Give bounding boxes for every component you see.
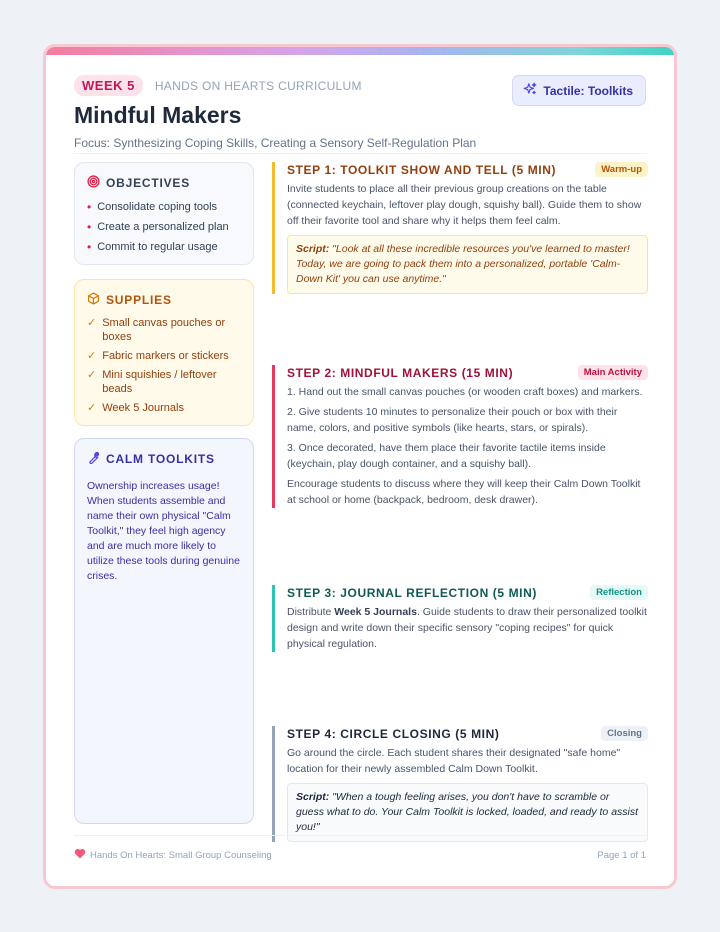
check-icon: ✓ [87,402,97,414]
footer-left-text: Hands On Hearts: Small Group Counseling [90,849,272,861]
step-4-script [287,783,648,842]
script-label: Script: [296,243,330,255]
supplies-list [87,316,241,415]
step-1-tag: Warm-up [595,162,648,177]
step-2-text-1: 1. Hand out the small canvas pouches (or wooden craft boxes) and markers. [287,386,643,398]
week-badge: WEEK 5 [74,75,143,96]
page-number: Page 1 of 1 [597,849,646,861]
tactile-badge [512,75,646,106]
step-2-title: STEP 2: MINDFUL MAKERS (15 MIN) [287,365,514,380]
list-item: • Create a personalized plan [87,220,229,234]
header-divider [74,153,646,154]
tactile-label: Tactile: Toolkits [543,83,633,98]
objectives-title: OBJECTIVES [106,176,191,190]
footer [74,835,646,862]
step-2-text-2: 2. Give students 10 minutes to personalize their pouch or box with their name, colors, and positive symbols (like hearts, stars, or spirals). [287,406,618,434]
sparkles-icon [523,82,537,99]
script-text: "Look at all these incredible resources you've learned to master! Today, we are going to pack them into a personalized, portable 'Calm-Down Kit' you can use anytime." [296,243,630,285]
focus-text: Focus: Synthesizing Coping Skills, Creating a Sensory Self-Regulation Plan [74,136,477,150]
step-4 [272,726,648,842]
step-4-title: STEP 4: CIRCLE CLOSING (5 MIN) [287,726,500,741]
heart-icon [74,848,86,862]
list-item: • Consolidate coping tools [87,200,218,214]
objectives-box [74,162,254,265]
supplies-title: SUPPLIES [106,293,172,307]
check-icon: ✓ [87,317,97,329]
step-3-title: STEP 3: JOURNAL REFLECTION (5 MIN) [287,585,537,600]
step-2-tag: Main Activity [578,365,648,380]
calm-toolkits-text: Ownership increases usage! When students assemble and name their own physical "Calm Toolkit," they feel high agency and are much more likely to utilize these tools during genuine crises. [87,480,240,582]
objectives-heading [87,175,241,191]
step-1 [272,162,648,294]
header [74,75,646,150]
supplies-heading [87,292,241,308]
calm-toolkits-title: CALM TOOLKITS [106,452,215,466]
page-title: Mindful Makers [74,102,242,128]
list-item: ✓ Small canvas pouches or boxes [87,317,226,343]
curriculum-label: HANDS ON HEARTS CURRICULUM [154,78,362,93]
script-text: "When a tough feeling arises, you don't have to scramble or guess what to do. Your Calm Toolkit is locked, loaded, and ready to assist you!" [296,791,639,833]
step-4-text: Go around the circle. Each student shares their designated "safe home" location for their newly assembled Calm Down Toolkit. [287,747,621,775]
check-icon: ✓ [87,350,97,362]
step-3-text: Distribute Week 5 Journals. Guide students to draw their personalized toolkit design and write down their specific sensory "coping recipes" for quick physical regulation. [287,606,647,650]
step-1-script [287,235,648,294]
script-label: Script: [296,791,330,803]
objectives-list [87,201,241,253]
step-2-text-3: 3. Once decorated, have them place their favorite tactile items inside (keychain, play dough container, and a squishy ball). [287,442,606,470]
step-2-text-4: Encourage students to discuss where they will keep their Calm Down Toolkit at school or home (backpack, bedroom, desk drawer). [287,478,641,506]
step-1-text: Invite students to place all their previous group creations on the table (connected keychain, leftover play dough, squishy ball). Guide them to show off their favorite tool and share why it helps them feel calm. [287,183,642,227]
gradient-top-bar [46,47,674,55]
step-4-tag: Closing [601,726,648,741]
list-item: • Commit to regular usage [87,240,218,254]
supplies-box [74,279,254,426]
wrench-icon [87,451,100,467]
lesson-card [43,44,677,889]
step-1-title: STEP 1: TOOLKIT SHOW AND TELL (5 MIN) [287,162,557,177]
list-item: ✓ Mini squishies / leftover beads [87,369,217,395]
list-item: ✓ Week 5 Journals [87,402,184,414]
step-3 [272,585,648,652]
calm-toolkits-heading [87,451,241,467]
calm-toolkits-box [74,438,254,824]
box-icon [87,292,100,308]
step-2 [272,365,648,508]
step-3-tag: Reflection [590,585,648,600]
list-item: ✓ Fabric markers or stickers [87,350,229,362]
target-icon [87,175,100,191]
check-icon: ✓ [87,369,97,381]
